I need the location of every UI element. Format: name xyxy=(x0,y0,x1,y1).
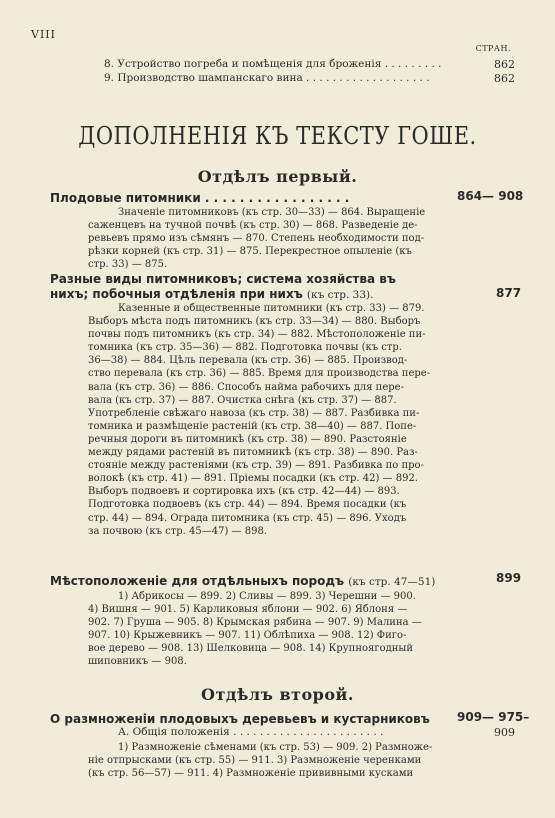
body-line: Значеніе питомниковъ (къ стр. 30—33) — 864. Выращеніе xyxy=(118,207,426,218)
body-line: речныя дороги въ питомникѣ (къ стр. 38) — 890. Разстояніе xyxy=(88,433,407,445)
entry-page: 864— 908 xyxy=(457,189,524,203)
entry-page: 909— 975– xyxy=(457,710,530,724)
entry-title-text: нихъ; побочныя отдѣленія при нихъ xyxy=(50,287,303,301)
body-line: 1) Размноженіе сѣменами (къ стр. 53) — 909. 2) Размноже- xyxy=(118,742,433,753)
body-line: волокѣ (къ стр. 41) — 891. Пріемы посадки (къ стр. 42) — 892. xyxy=(88,473,418,485)
body-line: вала (къ стр. 37) — 887. Очистка снѣга (къ стр. 37) — 887. xyxy=(88,394,397,406)
body-line: 902. 7) Груша — 905. 8) Крымская рябина — 907. 9) Малина — xyxy=(88,617,422,629)
body-line: Подготовка подвоевъ (къ стр. 44) — 894. Время посадки (къ xyxy=(88,499,407,511)
body-line: томника (къ стр. 35—36) — 882. Подготовка почвы (къ стр. xyxy=(88,342,402,354)
toc-line xyxy=(0,72,555,86)
entry-body xyxy=(88,206,425,271)
body-line: томника и размѣщеніе растеній (къ стр. 38—40) — 887. Попе- xyxy=(88,420,417,432)
body-line: рѣзки корней (къ стр. 31) — 875. Перекрестное опыленіе (къ xyxy=(88,246,412,258)
body-line: вое дерево — 908. 13) Шелковица — 908. 14) Крупноягодный xyxy=(88,643,414,655)
page-number: VIII xyxy=(31,28,56,41)
entry-reference: (къ стр. 47—51) xyxy=(348,576,436,588)
entry-page: 877 xyxy=(496,286,522,300)
entry-body xyxy=(88,741,432,780)
subsection-title: А. Общія положенія . . . . . . . . . . . . . . . . . . . . . . . xyxy=(118,726,384,738)
body-line: стр. 44) — 894. Ограда питомника (къ стр. 45) — 896. Уходъ xyxy=(88,512,407,524)
body-line: между рядами растеній въ питомникѣ (къ стр. 38) — 890. Раз- xyxy=(88,447,418,459)
entry-title: О размноженіи плодовыхъ деревьевъ и кустарниковъ xyxy=(50,712,430,726)
body-line: 907. 10) Крыжевникъ — 907. 11) Облѣпиха — 908. 12) Фиго- xyxy=(88,630,407,642)
body-line: вала (къ стр. 36) — 886. Способъ найма рабочихъ для пере- xyxy=(88,381,404,393)
body-line: за почвою (къ стр. 45—47) — 898. xyxy=(88,525,267,537)
entry-title-row xyxy=(50,574,435,588)
entry-title: Разные виды питомниковъ; система хозяйства въ xyxy=(50,272,396,286)
body-line: Казенные и общественные питомники (къ стр. 33) — 879. xyxy=(118,303,425,314)
body-line: стр. 33) — 875. xyxy=(88,259,168,271)
subsection-page: 909 xyxy=(494,726,515,739)
toc-line-text: 9. Производство шампанскаго вина . . . . . . . . . . . . . . . . . . . xyxy=(104,72,430,84)
main-title: ДОПОЛНЕНІЯ КЪ ТЕКСТУ ГОШЕ. xyxy=(78,122,477,150)
body-line: 1) Абрикосы — 899. 2) Сливы — 899. 3) Черешни — 900. xyxy=(118,591,416,602)
entry-title: Плодовые питомники . . . . . . . . . . . . . . . . . xyxy=(50,191,350,205)
body-line: ство перевала (къ стр. 36) — 885. Время для производства пере- xyxy=(88,368,431,380)
body-line: шиповникъ — 908. xyxy=(88,656,187,668)
body-line: (къ стр. 56—57) — 911. 4) Размноженіе прививными кусками xyxy=(88,768,414,780)
subsection-line xyxy=(0,726,555,740)
body-line: Выборъ подвоевъ и сортировка ихъ (къ стр. 42—44) — 893. xyxy=(88,486,400,498)
toc-line-page: 862 xyxy=(494,72,515,85)
toc-line-text: 8. Устройство погреба и помѣщенія для броженія . . . . . . . . . xyxy=(104,58,442,70)
body-line: Выборъ мѣста подъ питомникъ (къ стр. 33—34) — 880. Выборъ xyxy=(88,316,421,328)
page-column-label: СТРАН. xyxy=(475,44,511,53)
body-line: саженцевъ на тучной почвѣ (къ стр. 30) — 868. Разведеніе де- xyxy=(88,220,418,232)
entry-body xyxy=(88,590,422,669)
body-line: ніе отпрысками (къ стр. 55) — 911. 3) Размноженіе черенками xyxy=(88,755,422,767)
entry-reference: (къ стр. 33). xyxy=(306,289,374,301)
body-line: Употребленіе свѣжаго навоза (къ стр. 38) — 887. Разбивка пи- xyxy=(88,407,420,419)
body-line: ревьевъ прямо изъ сѣмянъ — 870. Степень необходимости под- xyxy=(88,233,425,245)
entry-page: 899 xyxy=(496,571,522,585)
body-line: 36—38) — 884. Цѣль перевала (къ стр. 36) — 885. Производ- xyxy=(88,355,408,367)
body-line: почвы подъ питомникъ (къ стр. 34) — 882. Мѣстоположеніе пи- xyxy=(88,329,426,341)
section-title: Отдѣлъ первый. xyxy=(197,167,358,186)
toc-line-page: 862 xyxy=(494,58,515,71)
section-title: Отдѣлъ второй. xyxy=(201,685,354,704)
entry-title-text: Мѣстоположеніе для отдѣльныхъ породъ xyxy=(50,574,345,588)
entry-title-cont xyxy=(50,287,373,301)
body-line: стояніе между растеніями (къ стр. 39) — 891. Разбивка по про- xyxy=(88,460,424,472)
toc-line xyxy=(0,58,555,72)
body-line: 4) Вишня — 901. 5) Карликовыя яблони — 902. 6) Яблоня — xyxy=(88,604,408,616)
entry-body xyxy=(88,302,430,538)
